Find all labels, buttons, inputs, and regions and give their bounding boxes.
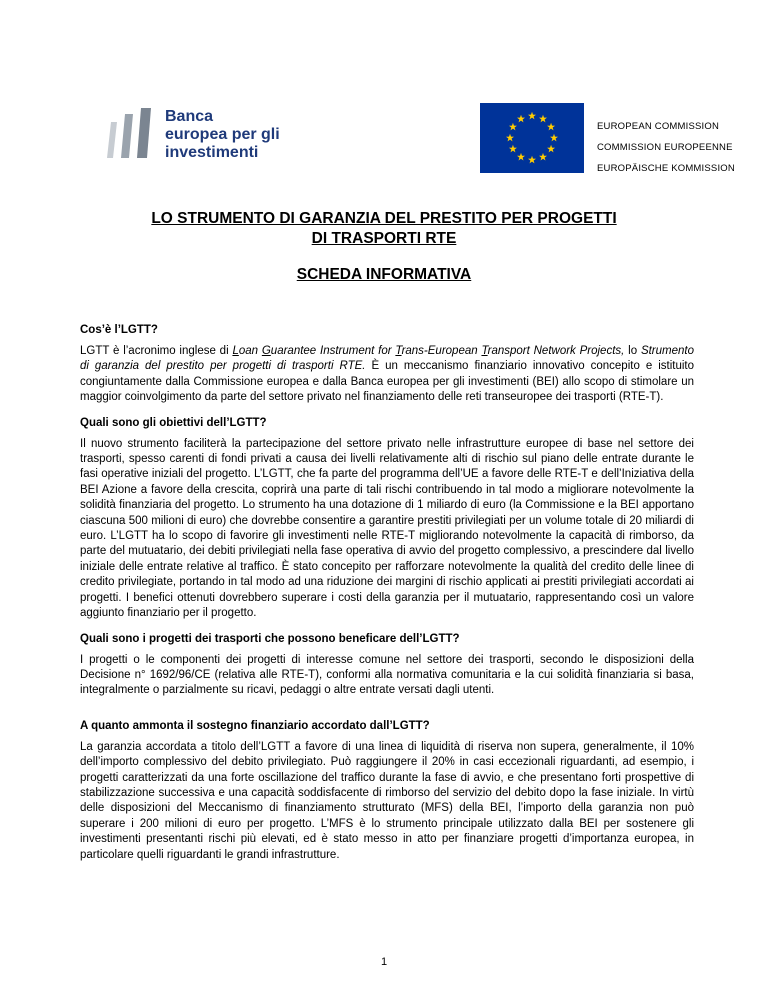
page-subtitle: SCHEDA INFORMATIVA xyxy=(296,266,472,283)
section-paragraph xyxy=(80,344,694,406)
spacer xyxy=(80,709,694,719)
acronym-letter: G xyxy=(261,345,271,357)
text-run: È un meccanismo finanziario innovativo concepito e istituito congiuntamente dalla Commissione europea e dalla Banca europea per gli investimenti (BEI) allo scopo di stimolare un maggior coinvolgimento da parte del settore privato nel finanziamento delle reti transeuropee dei trasporti (RTE-T). xyxy=(80,360,694,404)
section-paragraph: La garanzia accordata a titolo dell’LGTT a favore di una linea di liquidità di riserva non supera, generalmente, il 10% dell’importo complessivo del debito privilegiato. Può raggiungere il 20% in casi eccezionali riguardanti, ad esempio, i progetti caratterizzati da una forte oscillazione del traffico durante la fase di avvio, e che presentano forti prospettive di stabilizzazione successiva e una capacità soddisfacente di rimborso del servizio del debito dopo la fase iniziale. In virtù delle disposizioni del Meccanismo di finanziamento strutturato (MFS) della BEI, l’importo della garanzia non può superare i 200 milioni di euro per progetto. L’MFS è lo strumento principale utilizzato dalla BEI per sostenere gli investimenti presentanti rischi più elevati, ed è stato messo in atto per finanziare progetti d’importanza europea, in particolare quelli riguardanti le grandi infrastrutture. xyxy=(80,740,694,861)
section-heading: Quali sono i progetti dei trasporti che possono beneficare dell’LGTT? xyxy=(80,632,460,645)
acronym-letter: T xyxy=(481,345,488,357)
document-body xyxy=(80,323,694,873)
eu-name-en: EUROPEAN COMMISSION xyxy=(597,121,720,132)
eu-flag-icon xyxy=(480,103,584,173)
page-title-text: LO STRUMENTO DI GARANZIA DEL PRESTITO PER PROGETTI DI TRASPORTI RTE xyxy=(151,210,617,247)
page-title xyxy=(0,209,768,249)
italic-name: Strumento di garanzia del prestito per progetti di trasporti RTE. xyxy=(80,345,694,373)
bei-logo-line: investimenti xyxy=(165,144,259,161)
text-run: ransport Network Projects, xyxy=(487,345,625,357)
section-paragraph: I progetti o le componenti dei progetti di interesse comune nel settore dei trasporti, secondo le disposizioni della Decisione n° 1692/96/CE (relativa alle RTE-T), conformi alla normativa comunitaria e la cui solidità finanziaria si basa, integralmente o parzialmente su ricavi, pedaggi o altre entrate versati dagli utenti. xyxy=(80,653,694,697)
section-heading: Quali sono gli obiettivi dell’LGTT? xyxy=(80,416,267,429)
bei-logo-line: Banca xyxy=(165,108,214,125)
text-run: rans-European xyxy=(401,345,482,357)
section-heading: A quanto ammonta il sostegno finanziario accordato dall’LGTT? xyxy=(80,719,430,732)
text-run: uarantee Instrument for xyxy=(270,345,396,357)
bei-logo xyxy=(105,108,305,164)
text-run: lo xyxy=(624,345,641,357)
text-run: LGTT è l’acronimo inglese di xyxy=(80,345,233,357)
eu-commission-names xyxy=(597,116,735,179)
acronym-letter: T xyxy=(395,345,402,357)
text-run: oan xyxy=(238,345,262,357)
eu-name-de: EUROPÄISCHE KOMMISSION xyxy=(597,163,735,174)
section-paragraph: Il nuovo strumento faciliterà la partecipazione del settore privato nelle infrastrutture europee di base nel settore dei trasporti, spesso carenti di fondi privati a causa dei livelli relativamente alti di rischio sul piano delle entrate durante le fasi operative iniziali del progetto. L’LGTT, che fa parte del programma dell’UE a favore delle RTE-T e dell’Iniziativa della BEI Azione a favore della crescita, coprirà una parte di tali rischi contribuendo in tal modo a migliorare notevolmente la solidità finanziaria del progetto. Lo strumento ha una dotazione di 1 miliardo di euro (la Commissione e la BEI apportano ciascuna 500 milioni di euro) che dovrebbe consentire a garantire prestiti privilegiati per un volume totale di 20 miliardi di euro. L’LGTT ha lo scopo di favorire gli investimenti nelle RTE-T migliorando notevolmente la capacità di rimborso, da parte del mutuatario, dei debiti privilegiati nella fase operativa di avvio del progetto complessivo, a prescindere dal livello iniziale delle entrate relative al traffico. È stato concepito per rafforzare notevolmente la qualità del credito delle linee di credito privilegiate, portando in tal modo ad una riduzione dei margini di rischio applicati ai prestiti privilegiati accordati ai progetti. I benefici ottenuti dovrebbero superare i costi della garanzia per il mutuatario, rappresentando così un valore aggiunto finanziario per il progetto. xyxy=(80,437,694,620)
page-number: 1 xyxy=(380,956,388,968)
acronym-letter: L xyxy=(232,345,239,357)
eu-name-fr: COMMISSION EUROPEENNE xyxy=(597,142,733,153)
bei-bars-icon xyxy=(105,108,161,164)
bei-logo-line: europea per gli xyxy=(165,126,280,143)
section-heading: Cos’è l’LGTT? xyxy=(80,324,158,336)
bei-logo-text xyxy=(165,108,280,162)
acronym-expansion xyxy=(232,345,624,357)
